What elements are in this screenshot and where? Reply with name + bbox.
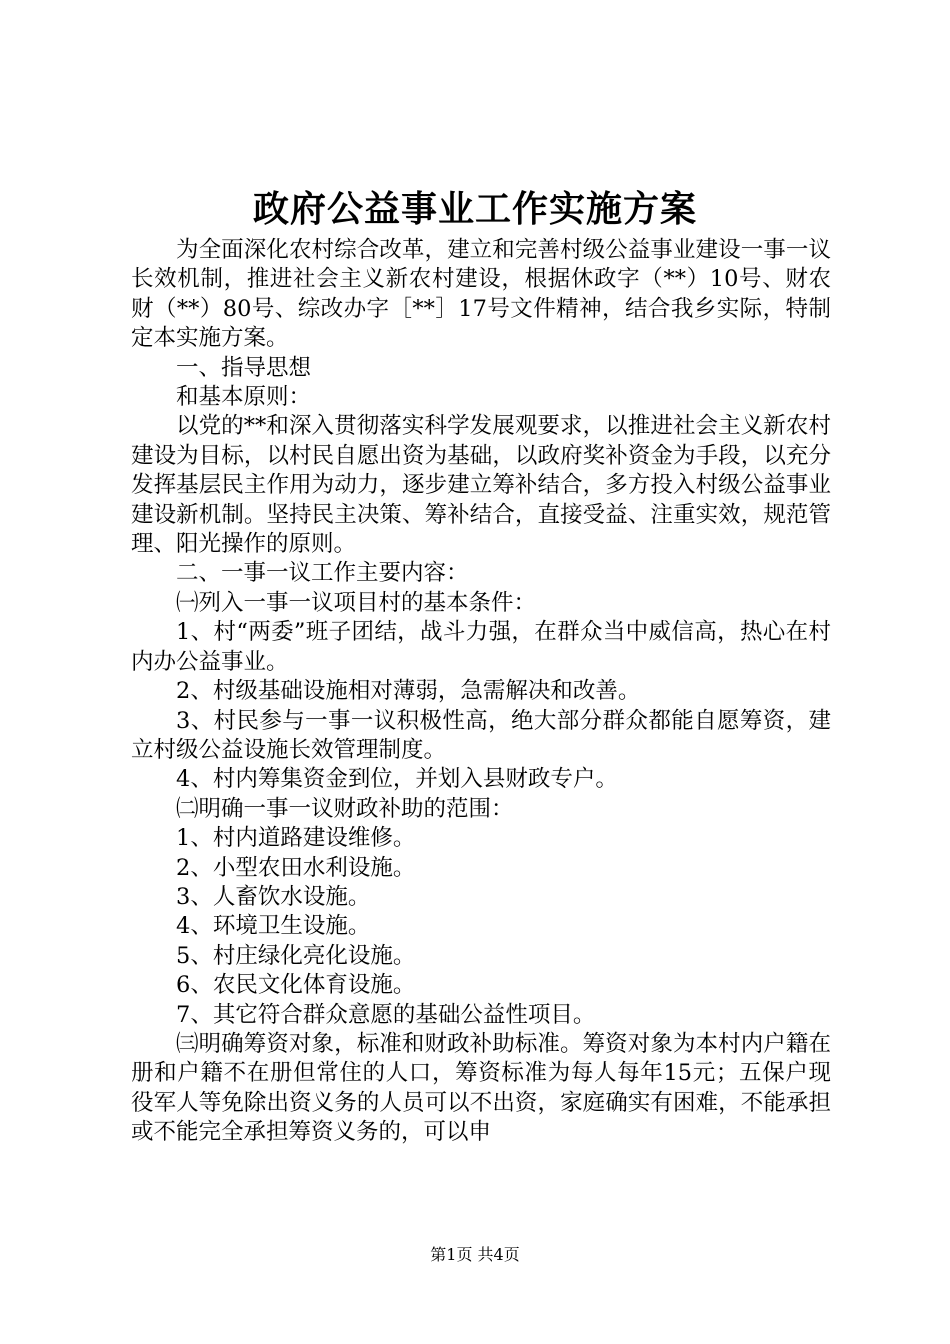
list-item: 4、环境卫生设施。 [176,913,371,940]
paragraph-intro: 为全面深化农村综合改革，建立和完善村级公益事业建设一事一议长效机制，推进社会主义新农村建设，根据休政字（**）10号、财农财（**）80号、综改办字［**］17号文件精神，结合我乡实际，特制定本实施方案。 [131,237,831,352]
list-item: 3、人畜饮水设施。 [176,883,371,910]
document-body [131,236,831,1148]
document-title: 政府公益事业工作实施方案 [252,188,697,230]
list-item: 4、村内筹集资金到位，并划入县财政专户。 [176,766,618,793]
list-item: 1、村内道路建设维修。 [176,825,416,852]
heading-main-content: 二、一事一议工作主要内容： [176,560,469,587]
list-item: 6、农民文化体育设施。 [176,972,416,999]
subheading-basic-conditions: ㈠列入一事一议项目村的基本条件： [176,589,537,616]
list-item: 1、村“两委”班子团结，战斗力强，在群众当中威信高，热心在村内办公益事业。 [131,619,831,675]
list-item: 2、村级基础设施相对薄弱，急需解决和改善。 [176,678,641,705]
list-item: 5、村庄绿化亮化设施。 [176,942,416,969]
list-item: 3、村民参与一事一议积极性高，绝大部分群众都能自愿筹资，建立村级公益设施长效管理制度。 [131,707,831,763]
heading-basic-principles: 和基本原则： [176,384,312,411]
paragraph-principles: 以党的**和深入贯彻落实科学发展观要求，以推进社会主义新农村建设为目标，以村民自愿出资为基础，以政府奖补资金为手段，以充分发挥基层民主作用为动力，逐步建立筹补结合，多方投入村级公益事业建设新机制。坚持民主决策、筹补结合，直接受益、注重实效，规范管理、阳光操作的原则。 [131,413,831,558]
page-number-footer: 第1页 共4页 [430,1245,520,1264]
heading-guiding-ideology: 一、指导思想 [176,354,312,381]
list-item: 2、小型农田水利设施。 [176,854,416,881]
paragraph-funding-standard: ㈢明确筹资对象，标准和财政补助标准。筹资对象为本村内户籍在册和户籍不在册但常住的人口，筹资标准为每人每年15元；五保户现役军人等免除出资义务的人员可以不出资，家庭确实有困难，不能承担或不能完全承担筹资义务的，可以申 [131,1030,831,1146]
list-item: 7、其它符合群众意愿的基础公益性项目。 [176,1001,596,1028]
subheading-subsidy-scope: ㈡明确一事一议财政补助的范围： [176,795,514,822]
